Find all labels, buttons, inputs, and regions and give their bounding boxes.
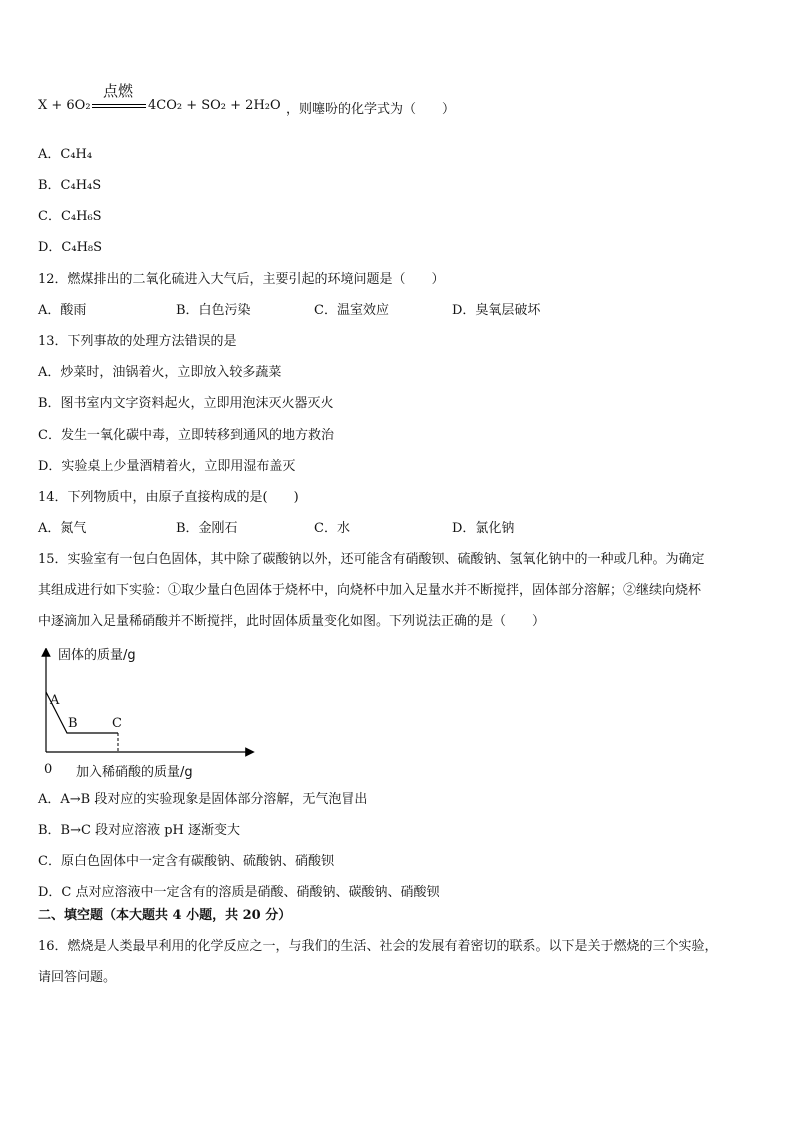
q16-stem-line-2: 请回答问题。 (38, 970, 117, 985)
q15-option-b: B．B→C 段对应溶液 pH 逐渐变大 (38, 823, 241, 838)
section-heading: 二、填空题（本大题共 4 小题，共 20 分） (38, 908, 292, 923)
equation-tail: ，则噻吩的化学式为（ ） (286, 102, 456, 117)
q12-option-b: B．白色污染 (176, 303, 251, 318)
q15-option-d: D．C 点对应溶液中一定含有的溶质是硝酸、硝酸钠、碳酸钠、硝酸钡 (38, 885, 440, 900)
q13-option-b: B．图书室内文字资料起火，立即用泡沫灭火器灭火 (38, 396, 334, 411)
q16-stem-line-1: 16．燃烧是人类最早利用的化学反应之一，与我们的生活、社会的发展有着密切的联系。以下是关于燃烧的三个实验， (38, 939, 718, 954)
q11-option-c: C．C₄H₆S (38, 209, 102, 224)
point-b-label: B (68, 716, 78, 731)
q14-option-c: C．水 (314, 521, 350, 536)
q13-option-a: A．炒菜时，油锅着火，立即放入较多蔬菜 (38, 365, 282, 380)
q11-option-d: D．C₄H₈S (38, 240, 103, 255)
q14-option-b: B．金刚石 (176, 521, 238, 536)
q12-option-d: D．臭氧层破坏 (452, 303, 541, 318)
q13-option-c: C．发生一氧化碳中毒，立即转移到通风的地方救治 (38, 428, 334, 443)
equals-line-top (92, 104, 146, 105)
q13-stem: 13．下列事故的处理方法错误的是 (38, 334, 237, 349)
q14-option-a: A．氮气 (38, 521, 87, 536)
q15-stem-line-3: 中逐滴加入足量稀硝酸并不断搅拌，此时固体质量变化如图。下列说法正确的是（ ） (38, 614, 546, 629)
q14-option-d: D．氯化钠 (452, 521, 515, 536)
graph-svg (38, 648, 258, 778)
q15-stem-line-1: 15．实验室有一包白色固体，其中除了碳酸钠以外，还可能含有硝酸钡、硫酸钠、氢氧化钠中的一种或几种。为确定 (38, 552, 705, 567)
equation-lhs: X + 6O₂ (38, 98, 91, 113)
q11-option-b: B．C₄H₄S (38, 178, 102, 193)
q15-option-c: C．原白色固体中一定含有碳酸钠、硫酸钠、硝酸钡 (38, 854, 334, 869)
equation-rhs: 4CO₂ + SO₂ + 2H₂O (148, 98, 281, 113)
q12-option-c: C．温室效应 (314, 303, 389, 318)
reaction-condition: 点燃 (103, 82, 134, 100)
q12-option-a: A．酸雨 (38, 303, 87, 318)
q11-option-a: A．C₄H₄ (38, 147, 93, 162)
chemical-equation (38, 82, 738, 132)
point-a-label: A (50, 693, 60, 708)
solid-mass-graph (38, 648, 258, 778)
q12-stem: 12．燃煤排出的二氧化硫进入大气后，主要引起的环境问题是（ ） (38, 272, 445, 287)
origin-label: 0 (44, 762, 53, 777)
point-c-label: C (112, 716, 122, 731)
x-axis-label: 加入稀硝酸的质量/g (76, 765, 193, 780)
q15-stem-line-2: 其组成进行如下实验：①取少量白色固体于烧杯中，向烧杯中加入足量水并不断搅拌，固体部分溶解；②继续向烧杯 (38, 583, 702, 598)
q13-option-d: D．实验桌上少量酒精着火，立即用湿布盖灭 (38, 459, 296, 474)
equals-line-bottom (92, 107, 146, 108)
y-axis-label: 固体的质量/g (58, 648, 136, 663)
q15-option-a: A．A→B 段对应的实验现象是固体部分溶解，无气泡冒出 (38, 792, 368, 807)
q14-stem: 14．下列物质中，由原子直接构成的是( ) (38, 490, 299, 505)
